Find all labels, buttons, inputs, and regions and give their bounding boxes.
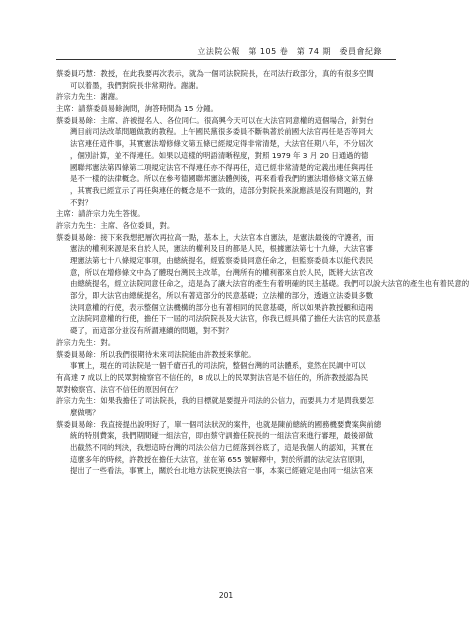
transcript-line: 麼做嗎？ <box>70 407 100 417</box>
page-number: 201 <box>218 591 234 600</box>
transcript-line: 蔡委員易餘：所以我們很期待未來司法院能由許教授來掌舵。 <box>56 349 256 359</box>
transcript-line: 理憲法第七十八條規定事項，由總統提名，經監察委員同意任命之，但監察委員本以能代表民 <box>70 256 374 265</box>
transcript-line: 灣目前司法改革問題做教的教程。上午國民黨很多委員不斷執著於前國大法官再任是否等同大 <box>70 127 374 137</box>
transcript-line: 蔡委員易餘：接下來我想把層次再拉高一點，基本上，大法官本自憲法，是憲法最後的守護者，而 <box>56 232 374 242</box>
transcript-line: ，其實我已經宣示了再任與連任的概念是不一致的，這部分對院長來說應該是沒有問題的，對 <box>70 185 374 195</box>
transcript-line: 出截然不同的判決，我想這時台灣的司法公信力已經落到谷底了，這是我個人的認知，其實在 <box>70 443 374 452</box>
transcript-line: 礎了，而這部分並沒有所謂連續的問題，對不對？ <box>70 326 233 336</box>
transcript-line: 不對？ <box>70 197 93 207</box>
transcript-body <box>56 68 469 477</box>
page-header <box>0 46 452 58</box>
transcript-line: 部分，即大法官由總統提名，所以有著這部分的民意基礎；立法權的部分，透過立法委員多數 <box>70 291 374 301</box>
transcript-line: 蔡委員巧慧：教授，在此我要再次表示，就為一個司法院院長，在司法行政部分，真的有很多空間 <box>56 69 374 78</box>
header-rule <box>56 59 396 60</box>
transcript-line: 這麼多年的時候，許教授在擔任大法官，並在第 655 號解釋中，對於所謂的法定法官原則， <box>70 454 370 464</box>
transcript-line: 憲法的權利來源是來自於人民，憲法的權利及目的都是人民，根據憲法第七十九條，大法官審 <box>70 244 374 254</box>
transcript-line: 立法院同意權的行使，擔任下一屆的司法院院長及大法官，你我已經具備了擔任大法官的民意基 <box>70 314 381 324</box>
gazette-header-title: 立法院公報 第 105 卷 第 74 期 委員會紀錄 <box>197 47 382 56</box>
transcript-line: 許宗力先生：如果我擔任了司法院長，我的目標就是要提升司法的公信力，而要具力才是問我要怎 <box>56 396 374 406</box>
transcript-line: 蔡委員易餘：主席、許被提名人、各位同仁。很高興今天可以在大法官同意權的這個場合，針對台 <box>56 115 374 125</box>
transcript-line: 決同意權的行使，表示整個立法機構的部分也有著相同的民意基礎，所以如果許教授顧和這兩 <box>70 302 374 312</box>
transcript-line: 事實上，現在的司法院是一個千瘡百孔的司法院，整個台灣的司法體系，竟然在民調中可以 <box>70 361 366 371</box>
transcript-line: 意，所以在增修條文中為了體現台灣民主改革，台灣所有的權利都來自於人民，既將大法官改 <box>70 267 374 277</box>
transcript-line: 國聯邦憲法第四條第二項規定法官不得連任亦不得再任，這已經非常清楚的定義出連任與再任 <box>70 162 374 172</box>
transcript-line: 提出了一些看法，事實上，關於台北地方法院更換法官一事，本案已經確定是由同一組法官來 <box>70 466 374 476</box>
transcript-line: 是不一樣的法律概念。所以在參考德國聯邦憲法體例後，再來看看我們的憲法增修條文第五條 <box>70 174 374 184</box>
transcript-line: 由總統提名，經立法院同意任命之，這是為了讓大法官的產生有着明確的民主基礎。我們可以說大法官的產生也有着民意的 <box>70 279 469 289</box>
transcript-line: 眾對檢察官、法官不信任的原因何在？ <box>56 384 182 394</box>
transcript-line: 有高達 7 成以上的民眾對檢察官不信任的，8 成以上的民眾對法官是不信任的，所許教授認為民 <box>56 372 369 382</box>
transcript-line: 許宗力先生：主席、各位委員，對。 <box>56 220 175 230</box>
transcript-line: 主席：請許宗力先生答復。 <box>56 209 145 219</box>
transcript-line: 法官連任這件事，其實憲法增修條文第五條已經規定得非常清楚，大法官任期八年，不分屆次 <box>70 139 374 149</box>
transcript-line: 蔡委員易餘：我直接提出說明好了，單一個司法狀況的案件，也就是陳前總統的國務機要費案與前總 <box>56 419 382 429</box>
transcript-line: 許宗力先生：謝謝。 <box>56 92 123 102</box>
transcript-line: 可以着墨，我們對院長非常期待。謝謝。 <box>70 80 204 90</box>
transcript-line: 許宗力先生：對。 <box>56 337 116 347</box>
transcript-line: ，個別計算，並不得連任。如果以這樣的明語清晰程度，對照 1979 年 3 月 20 日通過的德 <box>70 150 369 160</box>
transcript-line: 主席：請蔡委員易餘詢問，詢答時間為 15 分鐘。 <box>56 104 218 114</box>
transcript-line: 統的特別費案，我們期間碰一組法官，即由蔡守訓擔任院長的一組法官來進行審理，最後卻做 <box>70 431 374 441</box>
